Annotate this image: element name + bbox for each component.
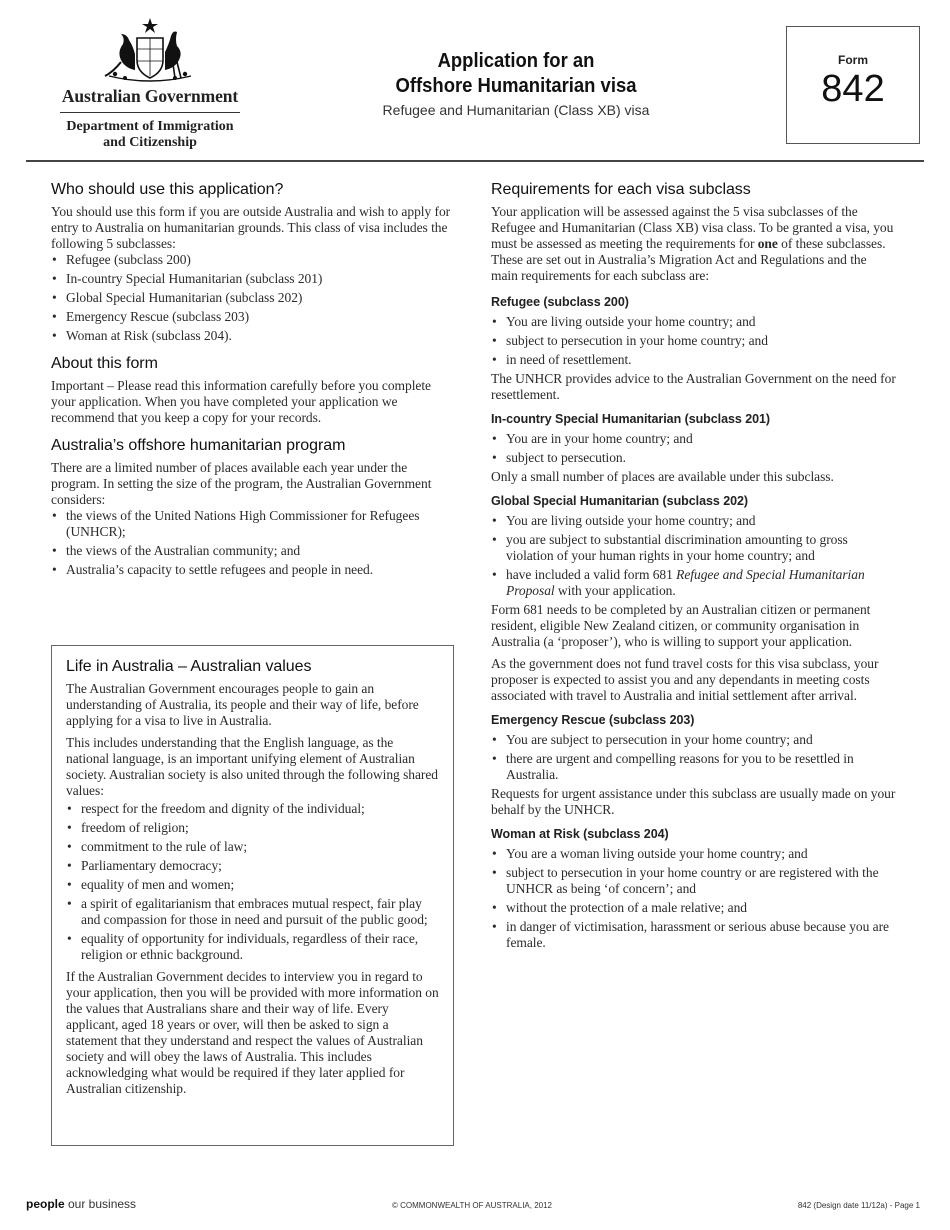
requirements-list [491, 431, 896, 466]
government-logo [52, 16, 248, 151]
government-name: Australian Government [61, 86, 239, 106]
list-item: • subject to persecution in your home country or are registered with the UNHCR as being ‘of concern’; and [491, 865, 896, 897]
footer-brand [26, 1197, 136, 1211]
subclass-200 [491, 294, 896, 403]
form-subtitle: Refugee and Humanitarian (Class XB) visa [382, 102, 650, 118]
section-about [51, 356, 456, 426]
requirements-list [491, 732, 896, 783]
list-item: • subject to persecution in your home country; and [491, 333, 896, 349]
paragraph [491, 204, 896, 284]
section-heading: About this form [51, 355, 158, 372]
section-heading: Life in Australia – Australian values [66, 658, 312, 675]
list-item: • You are a woman living outside your home country; and [491, 846, 896, 862]
list-item: • in need of resettlement. [491, 352, 896, 368]
paragraph: The UNHCR provides advice to the Australian Government on the need for resettlement. [491, 371, 896, 402]
proposal-form-title: Refugee and Special Humanitarian Proposal [506, 567, 865, 598]
requirements-list [491, 846, 896, 951]
footer-brand-rest: our business [64, 1197, 137, 1211]
list-item: • Parliamentary democracy; [66, 858, 439, 874]
list-item: • You are in your home country; and [491, 431, 896, 447]
paragraph: There are a limited number of places available each year under the program. In setting the size of the program, the Australian Government considers: [51, 460, 432, 507]
form-number-box [786, 26, 920, 144]
list-item: • You are living outside your home country; and [491, 314, 896, 330]
subclass-heading: Emergency Rescue (subclass 203) [491, 713, 695, 727]
right-column [491, 182, 896, 963]
subclass-204 [491, 826, 896, 951]
form-title-line-1: Application for an [437, 49, 595, 72]
paragraph: If the Australian Government decides to interview you in regard to your application, then you will be provided with more information on the values that Australians share and their way of life. Every applicant, aged 18 years or over, will then be asked to sign a statement that they understand and respect the values of Australian society and will obey the laws of Australia. This includes acknowledging what would be required if they later applied for Australian citizenship. [66, 969, 439, 1096]
intro-text-b: of these subclasses. These are set out in Australia’s Migration Act and Regulations and the main requirements for each subclass are: [491, 236, 886, 283]
footer-brand-bold: people [26, 1197, 65, 1211]
paragraph: This includes understanding that the English language, as the national language, is an important unifying element of Australian society. Australian society is also united through the following shared values: [66, 735, 439, 798]
subclass-heading: Woman at Risk (subclass 204) [491, 827, 669, 841]
list-item: • equality of men and women; [66, 877, 439, 893]
list-item [491, 567, 896, 599]
form-label: Form [838, 53, 868, 67]
section-heading: Requirements for each visa subclass [491, 181, 751, 198]
list-item: • Australia’s capacity to settle refugees and people in need. [51, 562, 456, 578]
list-item: • the views of the Australian community; and [51, 543, 456, 559]
department-name [52, 119, 248, 151]
subclass-201 [491, 411, 896, 485]
footer-page-reference: 842 (Design date 11/12a) - Page 1 [797, 1201, 920, 1210]
logo-divider [60, 112, 240, 113]
list-item: • freedom of religion; [66, 820, 439, 836]
paragraph: As the government does not fund travel costs for this visa subclass, your proposer is expected to assist you and any dependants in meeting costs associated with travel to Australia and initial settlement after arrival. [491, 656, 879, 703]
coat-of-arms-icon [95, 16, 205, 82]
list-item: • Refugee (subclass 200) [51, 252, 456, 268]
subclass-203 [491, 712, 896, 818]
list-item: • the views of the United Nations High Commissioner for Refugees (UNHCR); [51, 508, 456, 540]
form-number: 842 [821, 68, 885, 110]
list-item: • in danger of victimisation, harassment or serious abuse because you are female. [491, 919, 896, 951]
list-item: • without the protection of a male relative; and [491, 900, 896, 916]
paragraph: Important – Please read this information carefully before you complete your application. When you have completed your application we recommend that you keep a copy for your records. [51, 378, 431, 425]
list-item: • In-country Special Humanitarian (subclass 201) [51, 271, 456, 287]
header-divider [26, 160, 924, 162]
paragraph: The Australian Government encourages people to gain an understanding of Australia, its people and their way of life, before applying for a visa to live in Australia. [66, 681, 419, 728]
left-column [51, 182, 456, 590]
section-program [51, 438, 456, 578]
requirements-list [491, 314, 896, 368]
paragraph: You should use this form if you are outside Australia and wish to apply for entry to Australia on humanitarian grounds. This class of visa includes the following 5 subclasses: [51, 204, 451, 251]
list-item: • equality of opportunity for individuals, regardless of their race, religion or ethnic background. [66, 931, 439, 963]
paragraph: Form 681 needs to be completed by an Australian citizen or permanent resident, eligible New Zealand citizen, or community organisation in Australia (a ‘proposer’), who is willing to support your application. [491, 602, 871, 649]
subclass-heading: Global Special Humanitarian (subclass 202) [491, 494, 749, 508]
list-item: • Global Special Humanitarian (subclass 202) [51, 290, 456, 306]
section-heading: Australia’s offshore humanitarian program [51, 437, 346, 454]
list-item: • commitment to the rule of law; [66, 839, 439, 855]
subclass-list [51, 252, 456, 344]
list-item: • a spirit of egalitarianism that embraces mutual respect, fair play and compassion for those in need and pursuit of the public good; [66, 896, 439, 928]
australian-values-box [51, 645, 454, 1146]
intro-bold: one [757, 236, 778, 251]
list-item: • subject to persecution. [491, 450, 896, 466]
requirements-list [491, 513, 896, 599]
form-title-line-2: Offshore Humanitarian visa [395, 74, 637, 97]
list-item: • you are subject to substantial discrimination amounting to gross violation of your human rights in your home country; and [491, 532, 896, 564]
subclass-202 [491, 493, 896, 704]
values-list [66, 801, 439, 963]
intro-text-a: Your application will be assessed against the 5 visa subclasses of the Refugee and Humanitarian (Class XB) visa class. To be granted a visa, you must be assessed as meeting the requirements for [491, 204, 894, 251]
paragraph: Requests for urgent assistance under this subclass are usually made on your behalf by the UNHCR. [491, 786, 896, 817]
list-item: • respect for the freedom and dignity of the individual; [66, 801, 439, 817]
item-text: with your application. [554, 583, 676, 598]
paragraph: Only a small number of places are available under this subclass. [491, 469, 834, 484]
considerations-list [51, 508, 456, 578]
list-item: • Woman at Risk (subclass 204). [51, 328, 456, 344]
list-item: • You are subject to persecution in your home country; and [491, 732, 896, 748]
department-line-1: Department of Immigration [66, 119, 234, 134]
section-who [51, 182, 456, 344]
subclass-heading: Refugee (subclass 200) [491, 295, 629, 309]
footer-copyright: © COMMONWEALTH OF AUSTRALIA, 2012 [392, 1201, 552, 1210]
section-heading: Who should use this application? [51, 181, 284, 198]
list-item: • You are living outside your home country; and [491, 513, 896, 529]
list-item: • there are urgent and compelling reasons for you to be resettled in Australia. [491, 751, 896, 783]
item-text: have included a valid form 681 [506, 567, 677, 582]
subclass-heading: In-country Special Humanitarian (subclass 201) [491, 412, 771, 426]
list-item: • Emergency Rescue (subclass 203) [51, 309, 456, 325]
form-title-block [330, 48, 702, 118]
department-line-2: and Citizenship [103, 135, 197, 150]
